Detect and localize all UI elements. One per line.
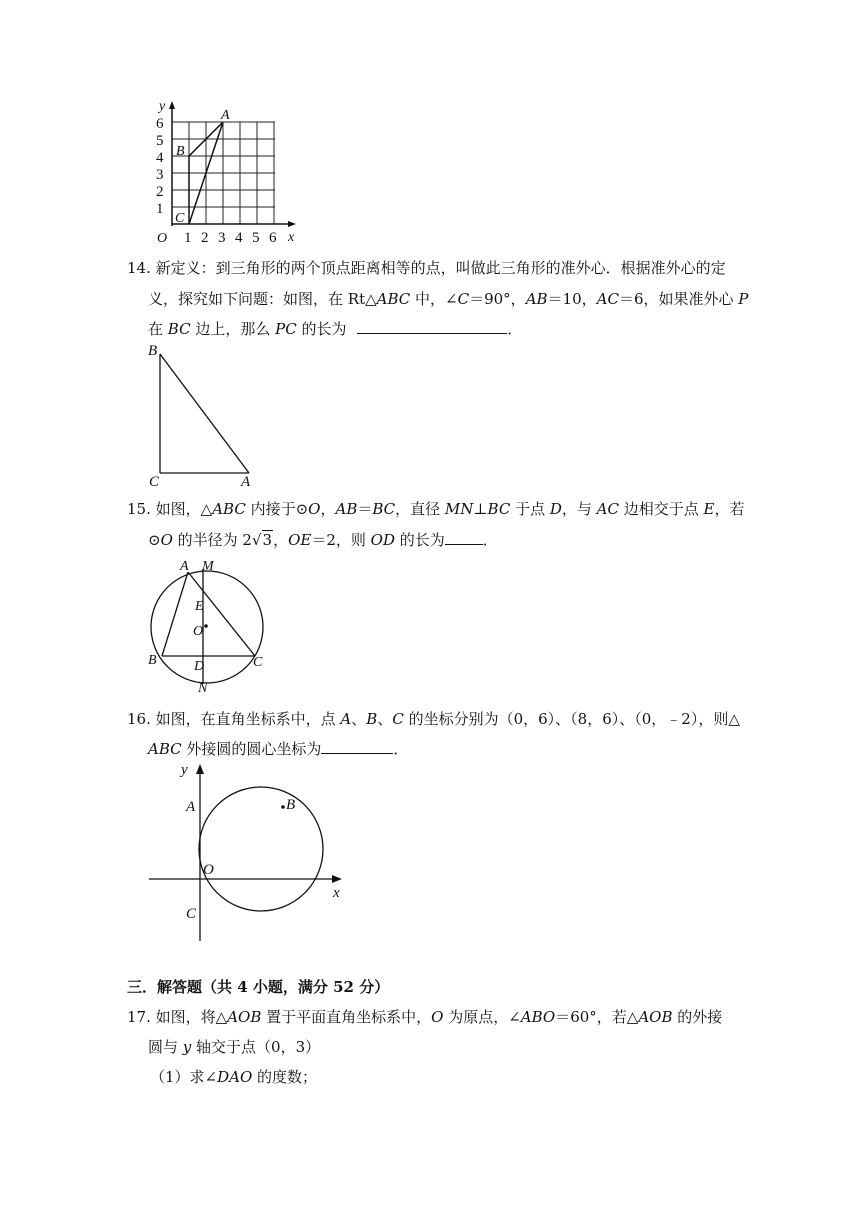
q16-point-b: B xyxy=(286,797,296,813)
q13-x-tick: 6 xyxy=(269,230,277,246)
q13-y-tick: 3 xyxy=(156,167,164,183)
q15-point-e: E xyxy=(195,599,204,614)
q14-point-c: C xyxy=(149,474,160,490)
q15-answer-blank[interactable] xyxy=(445,530,483,545)
q15-point-o: O xyxy=(193,624,204,639)
q15-point-m: M xyxy=(202,559,214,574)
q14-point-b: B xyxy=(148,343,158,359)
q16-coordinate-figure xyxy=(145,758,355,946)
q15-circle-figure xyxy=(140,552,275,697)
q13-x-tick: 5 xyxy=(252,230,260,246)
q13-grid-figure xyxy=(145,98,300,248)
q17-number: 17. xyxy=(127,1008,151,1026)
q13-y-tick: 1 xyxy=(156,201,164,217)
q16-line-2: ABC 外接圆的圆心坐标为 ． xyxy=(148,740,409,758)
q15-number: 15. xyxy=(127,500,151,518)
q16-number: 16. xyxy=(127,710,151,728)
q13-y-label: y xyxy=(159,99,166,114)
q13-point-a: A xyxy=(221,108,230,123)
q16-answer-blank[interactable] xyxy=(321,739,393,754)
q14-line-2: 义，探究如下问题：如图，在 Rt△ABC 中，∠C＝90°，AB＝10，AC＝6，如果准外心 P xyxy=(148,290,749,308)
q13-x-tick: 4 xyxy=(235,230,243,246)
q15-point-c: C xyxy=(253,655,263,670)
q13-x-tick: 1 xyxy=(184,230,192,246)
q16-origin-label: O xyxy=(203,862,214,878)
q15-point-d: D xyxy=(194,659,205,674)
q13-point-b: B xyxy=(176,144,185,159)
q14-line-3: 在 BC 边上，那么 PC 的长为 ． xyxy=(148,320,523,338)
q14-number: 14. xyxy=(127,259,151,277)
q13-x-tick: 3 xyxy=(218,230,226,246)
q15-point-b: B xyxy=(148,653,157,668)
q13-y-tick: 2 xyxy=(156,184,164,200)
q16-x-label: x xyxy=(333,885,340,901)
q14-triangle-figure xyxy=(145,340,260,490)
q15-line-1: 15. 如图，△ABC 内接于⊙O，AB＝BC，直径 MN⊥BC 于点 D，与 AC 边相交于点 E，若 xyxy=(127,500,745,518)
q17-sub-1: （1）求∠DAO 的度数； xyxy=(150,1068,318,1086)
q13-y-tick: 5 xyxy=(156,133,164,149)
q13-y-tick: 6 xyxy=(156,116,164,132)
q17-line-1: 17. 如图，将△AOB 置于平面直角坐标系中，O 为原点，∠ABO＝60°，若△AOB 的外接 xyxy=(127,1008,723,1026)
q14-line-1: 14. 新定义：到三角形的两个顶点距离相等的点，叫做此三角形的准外心．根据准外心的定 xyxy=(127,259,726,277)
q16-point-a: A xyxy=(186,799,196,815)
sqrt-symbol: √ xyxy=(251,531,262,549)
q16-point-c: C xyxy=(186,906,197,922)
q13-origin-label: O xyxy=(157,231,168,246)
q13-y-tick: 4 xyxy=(156,150,164,166)
q15-point-n: N xyxy=(198,681,208,696)
q16-y-label: y xyxy=(181,762,188,778)
sqrt-radicand: 3 xyxy=(262,531,273,549)
q15-point-a: A xyxy=(180,559,189,574)
q14-point-a: A xyxy=(241,474,251,490)
q17-line-2: 圆与 y 轴交于点（0，3） xyxy=(148,1038,321,1056)
q14-answer-blank[interactable] xyxy=(357,319,507,334)
q13-point-c: C xyxy=(175,211,185,226)
section-3-title: 三．解答题（共 4 小题，满分 52 分） xyxy=(127,978,390,996)
q13-x-tick: 2 xyxy=(201,230,209,246)
q13-x-label: x xyxy=(288,230,295,245)
q15-line-2: ⊙O 的半径为 2√3，OE＝2，则 OD 的长为 ． xyxy=(148,531,498,549)
q16-line-1: 16. 如图，在直角坐标系中，点 A、B、C 的坐标分别为（0，6）、（8，6）、（0，﹣2），则△ xyxy=(127,710,740,728)
